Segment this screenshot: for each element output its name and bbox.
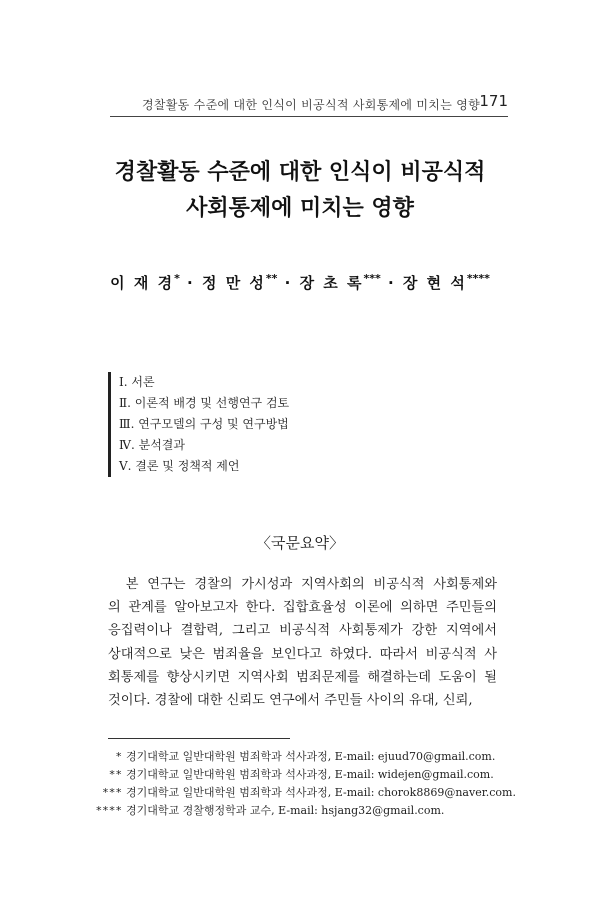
- toc-item: Ⅳ. 분석결과: [119, 438, 185, 452]
- footnote-mark: ****: [95, 804, 122, 817]
- table-of-contents: [108, 372, 289, 477]
- author-mark: *: [174, 272, 180, 285]
- page-number: 171: [479, 92, 508, 110]
- author-list: [0, 272, 600, 293]
- footnote-text: 경기대학교 일반대학원 범죄학과 석사과정, E-mail: chorok8869@naver.com.: [126, 786, 516, 799]
- running-head: [0, 92, 600, 118]
- abstract-line: 본 연구는 경찰의 가시성과 지역사회의 비공식적 사회통제와: [108, 577, 497, 592]
- toc-item: Ⅴ. 결론 및 정책적 제언: [119, 459, 240, 473]
- author-separator: ·: [380, 274, 403, 292]
- footnote: [86, 748, 516, 766]
- abstract-line: 의 관계를 알아보고자 한다. 집합효율성 이론에 의하면 주민들의: [108, 600, 497, 616]
- author-mark: **: [265, 272, 278, 285]
- abstract-line: 상대적으로 낮은 범죄율을 보인다고 하였다. 따라서 비공식적 사: [108, 646, 497, 662]
- abstract-line: 회통제를 향상시키면 지역사회 범죄문제를 해결하는데 도움이 될: [108, 669, 497, 685]
- author-separator: ·: [277, 274, 300, 292]
- header-rule: [110, 116, 508, 117]
- author-name: 이 재 경: [110, 274, 175, 292]
- author-name: 장 현 석: [402, 274, 467, 292]
- paper-title-line-1: 경찰활동 수준에 대한 인식이 비공식적: [114, 160, 486, 185]
- footnote: [86, 784, 516, 802]
- abstract-line: 것이다. 경찰에 대한 신뢰도 연구에서 주민들 사이의 유대, 신뢰,: [108, 693, 473, 709]
- footnote-text: 경기대학교 경찰행정학과 교수, E-mail: hsjang32@gmail.com.: [126, 804, 445, 817]
- toc-item: Ⅲ. 연구모델의 구성 및 연구방법: [119, 417, 289, 431]
- footnote-rule: [108, 738, 290, 739]
- abstract-heading: 〈국문요약〉: [256, 534, 344, 552]
- footnote-mark: *: [115, 750, 122, 763]
- toc-item: Ⅰ. 서론: [119, 375, 155, 389]
- author-mark: ***: [363, 272, 381, 285]
- author-name: 장 초 록: [299, 274, 364, 292]
- running-head-title: 경찰활동 수준에 대한 인식이 비공식적 사회통제에 미치는 영향: [142, 98, 480, 112]
- abstract-line: 응집력이나 결합력, 그리고 비공식적 사회통제가 강한 지역에서: [108, 623, 497, 639]
- footnotes: [86, 748, 516, 820]
- author-name: 정 만 성: [201, 274, 266, 292]
- footnote-text: 경기대학교 일반대학원 범죄학과 석사과정, E-mail: widejen@gmail.com.: [126, 768, 494, 781]
- footnote: [86, 766, 516, 784]
- footnote: [86, 802, 516, 820]
- toc-item: Ⅱ. 이론적 배경 및 선행연구 검토: [119, 396, 290, 410]
- paper-title: [0, 155, 600, 227]
- abstract-body: [108, 573, 497, 712]
- author-separator: ·: [179, 274, 202, 292]
- footnote-text: 경기대학교 일반대학원 범죄학과 석사과정, E-mail: ejuud70@gmail.com.: [126, 750, 496, 763]
- footnote-mark: ***: [102, 786, 122, 799]
- paper-title-line-2: 사회통제에 미치는 영향: [186, 196, 414, 221]
- footnote-mark: **: [108, 768, 122, 781]
- author-mark: ****: [466, 272, 490, 285]
